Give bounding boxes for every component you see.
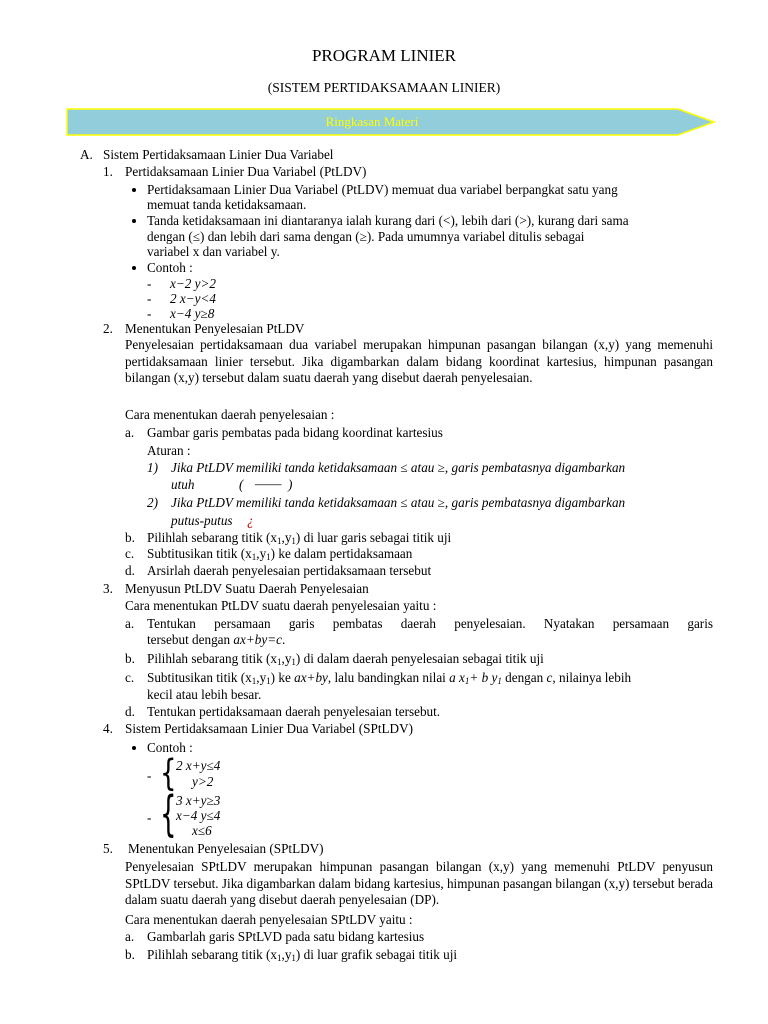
item-1-bullet-1-line-2: memuat tanda ketidaksamaan.: [147, 197, 307, 212]
item-3-title: Menyusun PtLDV Suatu Daerah Penyelesaian: [125, 581, 369, 596]
section-a-title: Sistem Pertidaksamaan Linier Dua Variabel: [103, 147, 334, 162]
step-a-marker: a.: [125, 425, 135, 440]
rule-2-line-1: Jika PtLDV memiliki tanda ketidaksamaan ≤ atau ≥, garis pembatasnya digambarkan: [171, 495, 626, 510]
example-inequality-3: x−4 y≥8: [170, 306, 215, 321]
rule-2-line-2: putus-putus: [171, 513, 233, 528]
page-subtitle: (SISTEM PERTIDAKSAMAAN LINIER): [267, 80, 501, 95]
item-1-bullet-2-line-2: dengan (≤) dan lebih dari sama dengan (≥). Pada umumnya variabel ditulis sebagai: [147, 229, 585, 244]
system-1-line-2: y>2: [192, 774, 214, 789]
step-d-marker: d.: [125, 563, 135, 578]
bullet-icon: [132, 188, 136, 192]
item-1-bullet-2-line-3: variabel x dan variabel y.: [147, 244, 280, 259]
step-b-marker: b.: [125, 651, 135, 666]
item-3-step-c-line-2: kecil atau lebih besar.: [147, 687, 262, 702]
banner-label: Ringkasan Materi: [325, 114, 419, 129]
bullet-icon: [132, 219, 136, 223]
step-b-marker: b.: [125, 530, 135, 545]
left-brace-icon: {: [160, 753, 177, 796]
item-5-step-a-text: Gambarlah garis SPtLVD pada satu bidang kartesius: [147, 929, 425, 944]
item-2-paragraph: Penyelesaian pertidaksamaan dua variabel merupakan himpunan pasangan bilangan (x,y) yang memenuhi pertidaksamaan linier tersebut. Jika digambarkan dalam bidang koordinat kartesius, himpunan pasangan bilangan (x,y) tersebut dalam suatu daerah yang disebut daerah penyelesaian.: [125, 337, 713, 386]
rule-1-line-2: utuh: [171, 477, 195, 492]
solid-line-symbol: ——: [255, 476, 282, 491]
item-3-step-a-line-2: tersebut dengan ax+by=c.: [147, 632, 286, 647]
item-5-paragraph: Penyelesaian SPtLDV merupakan himpunan pasangan bilangan (x,y) yang memenuhi PtLDV penyusun SPtLDV tersebut. Jika digambarkan dalam bidang kartesius, himpunan pasangan bilangan (x,y) tersebut berada dalam suatu daerah yang disebut daerah penyelesaian (DP).: [125, 859, 713, 908]
summary-banner: [66, 108, 716, 136]
dash: -: [147, 810, 152, 825]
item-4-marker: 4.: [103, 721, 113, 736]
item-5-marker: 5.: [103, 841, 113, 856]
system-2-line-1: 3 x+y≥3: [176, 793, 221, 808]
example-inequality-1: x−2 y>2: [170, 276, 216, 291]
item-1-bullet-1-line-1: Pertidaksamaan Linier Dua Variabel (PtLDV) memuat dua variabel berpangkat satu yang: [147, 182, 618, 197]
item-3-step-d-text: Tentukan pertidaksamaan daerah penyelesaian tersebut.: [147, 704, 441, 719]
item-5-title: Menentukan Penyelesaian (SPtLDV): [128, 841, 324, 856]
bullet-icon: [132, 266, 136, 270]
item-4-example-label: Contoh :: [147, 740, 193, 755]
item-3-step-a-line-1: Tentukan persamaan garis pembatas daerah penyelesaian. Nyatakan persamaan garis: [147, 616, 713, 631]
item-2-method-label: Cara menentukan daerah penyelesaian :: [125, 407, 335, 422]
step-c-marker: c.: [125, 670, 135, 685]
rules-label: Aturan :: [147, 443, 191, 458]
step-b-text: Pilihlah sebarang titik $(x_1,y_1)$ di luar garis sebagai titik uji: [147, 530, 452, 546]
item-3-method-label: Cara menentukan PtLDV suatu daerah penyelesaian yaitu :: [125, 598, 437, 613]
rule-1-marker: 1): [147, 460, 158, 475]
item-1-marker: 1.: [103, 164, 113, 179]
system-2-line-3: x≤6: [192, 823, 212, 838]
step-d-text: Arsirlah daerah penyelesaian pertidaksamaan tersebut: [147, 563, 432, 578]
system-1-line-1: 2 x+y≤4: [176, 758, 221, 773]
dash: -: [147, 276, 152, 291]
example-inequality-2: 2 x−y<4: [170, 291, 216, 306]
item-3-step-b-text: Pilihlah sebarang titik $(x_1,y_1)$ di dalam daerah penyelesaian sebagai titik uji: [147, 651, 544, 667]
step-a-marker: a.: [125, 929, 135, 944]
section-a-marker: A.: [80, 147, 93, 162]
page-title: PROGRAM LINIER: [311, 46, 457, 65]
rule-1-paren-open: (: [239, 477, 244, 492]
item-5-step-b-text: Pilihlah sebarang titik $(x_1,y_1)$ di luar grafik sebagai titik uji: [147, 947, 458, 963]
bullet-icon: [132, 746, 136, 750]
item-3-marker: 3.: [103, 581, 113, 596]
step-d-marker: d.: [125, 704, 135, 719]
rule-2-inverted-question-mark: ¿: [247, 513, 254, 528]
item-2-title: Menentukan Penyelesaian PtLDV: [125, 321, 305, 336]
item-1-example-label: Contoh :: [147, 260, 193, 275]
step-a-text: Gambar garis pembatas pada bidang koordinat kartesius: [147, 425, 443, 440]
step-c-text: Subtitusikan titik $(x_1,y_1)$ ke dalam pertidaksamaan: [147, 546, 413, 562]
dash: -: [147, 768, 152, 783]
rule-1-paren-close: ): [288, 477, 293, 492]
rule-2-marker: 2): [147, 495, 158, 510]
item-5-method-label: Cara menentukan daerah penyelesaian SPtLDV yaitu :: [125, 912, 413, 927]
dash: -: [147, 291, 152, 306]
system-2-line-2: x−4 y≤4: [176, 808, 221, 823]
step-a-marker: a.: [125, 616, 135, 631]
equation-ax-by-c: ax+by=c: [233, 632, 282, 647]
item-2-marker: 2.: [103, 321, 113, 336]
dash: -: [147, 306, 152, 321]
step-c-marker: c.: [125, 546, 135, 561]
step-b-marker: b.: [125, 947, 135, 962]
item-1-title: Pertidaksamaan Linier Dua Variabel (PtLDV): [125, 164, 367, 179]
rule-1-line-1: Jika PtLDV memiliki tanda ketidaksamaan ≤ atau ≥, garis pembatasnya digambarkan: [171, 460, 626, 475]
left-brace-icon: {: [160, 787, 177, 843]
item-3-step-c-line-1: Subtitusikan titik $(x_1,y_1)$ ke ax+by, lalu bandingkan nilai a $x_1+ b$ $y_1$ dengan c, nilainya lebih: [147, 670, 632, 686]
item-1-bullet-2-line-1: Tanda ketidaksamaan ini diantaranya ialah kurang dari (<), lebih dari (>), kurang dari sama: [147, 213, 629, 228]
item-4-title: Sistem Pertidaksamaan Linier Dua Variabel (SPtLDV): [125, 721, 413, 736]
